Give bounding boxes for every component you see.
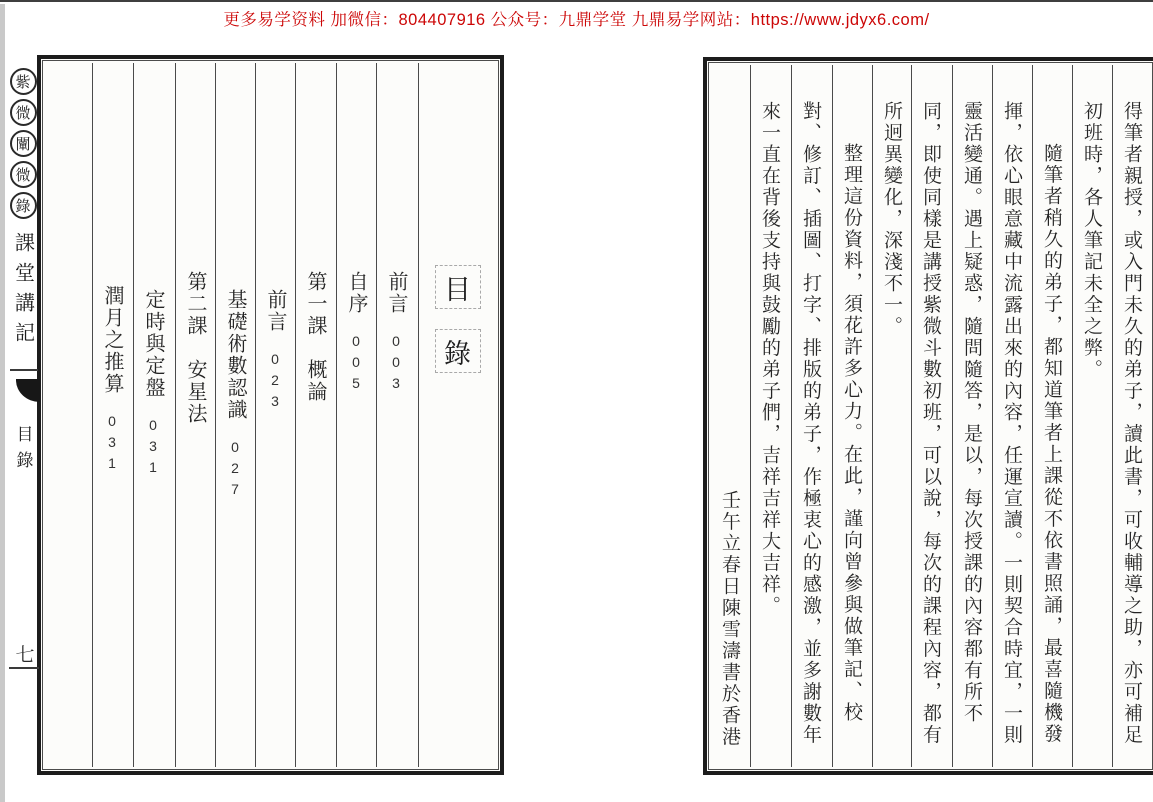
preface-columns [711,65,1150,767]
toc-entry-label: 第二課 安星法 [184,271,206,425]
preface-column-text: 所迥異變化，深淺不一。 [881,101,902,338]
toc-title-char: 目 [444,274,471,305]
toc-entry-lesson2 [175,63,215,767]
toc-title-char-box [435,329,481,373]
preface-column [872,65,911,767]
toc-entry-label: 潤月之推算 [101,285,123,395]
toc-entry-label: 基礎術數認識 [224,289,246,421]
toc-entry-qianyan-023 [255,63,295,767]
toc-entry-label: 前言 [264,289,286,333]
spine-title-char: 微 [15,167,31,184]
preface-column-text: 靈活變通。遇上疑惑，隨問隨答，是以，每次授課的內容都有所不 [961,101,982,725]
preface-signature-column [711,65,750,767]
preface-column [791,65,832,767]
preface-column-text: 初班時，各人筆記未全之弊。 [1081,101,1102,381]
preface-column [992,65,1032,767]
toc-entry-page: 023 [267,351,283,414]
toc-entry-label: 自序 [345,271,367,315]
toc-title-char: 錄 [444,338,471,369]
spine-title-char: 錄 [15,198,31,215]
preface-column-text: 整理這份資料，須花許多心力。在此，謹向曾參與做筆記、校 [841,143,862,724]
spine-subtitle: 課堂講記 [11,232,34,352]
toc-entry-page: 031 [145,417,161,480]
book-spine [8,64,38,486]
spine-title-char: 闡 [15,136,31,153]
toc-entry-lesson1 [295,63,336,767]
preface-column [911,65,952,767]
toc-entry-qianyan [376,63,418,767]
toc-entry-label: 定時與定盤 [142,289,164,399]
preface-column-text: 來一直在背後支持與鼓勵的弟子們，吉祥吉祥大吉祥。 [759,101,780,617]
toc-columns [45,63,496,767]
toc-title-column [418,63,496,767]
watermark-banner: 更多易学资料 加微信：804407916 公众号：九鼎学堂 九鼎易学网站：https://www.jdyx6.com/ [223,11,930,29]
toc-entry-page: 005 [348,333,364,396]
toc-entry-jichu [215,63,255,767]
toc-entry-runyue [92,63,133,767]
spine-title-circle [10,99,37,126]
preface-page [703,57,1153,775]
toc-entry-page: 031 [104,413,120,476]
preface-column [1032,65,1072,767]
preface-column [832,65,872,767]
folio-underline [9,667,39,669]
preface-column [1072,65,1112,767]
spine-title-circle [10,192,37,219]
preface-column-text: 同，即使同樣是講授紫微斗數初班，可以說，每次的課程內容，都有 [920,101,941,746]
spine-divider [10,369,38,371]
toc-page [37,55,504,775]
toc-entry-label: 第一課 概論 [304,271,326,403]
preface-signature-text: 壬午立春日陳雪濤書於香港 [719,490,740,748]
toc-entry-dingshi [133,63,175,767]
toc-empty-column [45,63,92,767]
preface-column [952,65,992,767]
spine-tab-shape [16,379,40,402]
toc-entry-page: 027 [227,439,243,502]
preface-column [750,65,791,767]
scan-top-edge [0,0,1153,2]
toc-entry-page: 003 [388,333,404,396]
preface-column-text: 隨筆者稍久的弟子，都知道筆者上課從不依書照誦，最喜隨機發 [1041,143,1062,745]
preface-column [1112,65,1150,767]
preface-page-inner-frame [708,62,1153,770]
spine-title-char: 紫 [15,74,31,91]
scan-left-edge [0,4,5,802]
spine-title-char: 微 [15,105,31,122]
spine-title-circle [10,68,37,95]
folio-number: 七 [15,645,35,666]
spine-title-circle [10,161,37,188]
preface-column-text: 得筆者親授，或入門未久的弟子，讀此書，可收輔導之助，亦可補足 [1121,101,1142,746]
spine-title-circle [10,130,37,157]
toc-entry-label: 前言 [385,271,407,315]
toc-title-char-box [435,265,481,309]
toc-page-inner-frame [42,60,499,770]
toc-entry-zixu [336,63,376,767]
preface-column-text: 揮，依心眼意藏中流露出來的內容，任運宣讀。一則契合時宜，一則 [1001,101,1022,746]
preface-column-text: 對、修訂、插圖、打字、排版的弟子，作極衷心的感激，並多謝數年 [800,101,821,746]
spine-tab-label: 目錄 [13,425,33,477]
